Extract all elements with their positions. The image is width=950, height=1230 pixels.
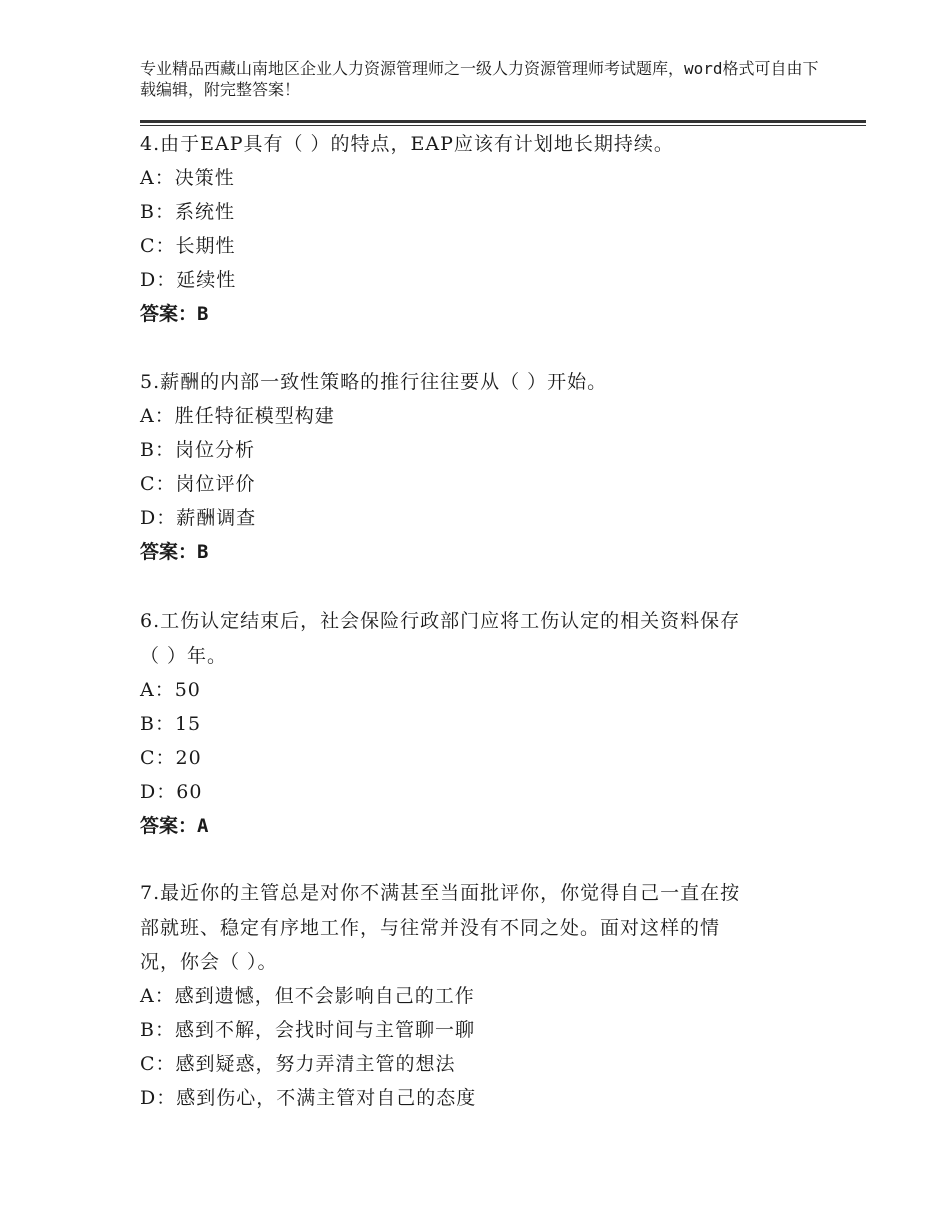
question-7-stem-line-1: 7.最近你的主管总是对你不满甚至当面批评你，你觉得自己一直在按: [140, 882, 741, 904]
question-6-option-a: A：50: [140, 679, 201, 701]
answer-label: 答案：: [140, 541, 198, 563]
question-7-option-c: C：感到疑惑，努力弄清主管的想法: [140, 1053, 456, 1075]
question-4-answer: [140, 302, 208, 326]
question-7-stem-line-3: 况，你会（ ）。: [140, 951, 278, 973]
question-7-option-b: B：感到不解，会找时间与主管聊一聊: [140, 1019, 475, 1041]
question-6-answer: [140, 814, 208, 838]
answer-label: 答案：: [140, 815, 198, 837]
question-4-option-c: C：长期性: [140, 235, 236, 257]
question-6-stem-line-1: 6.工伤认定结束后，社会保险行政部门应将工伤认定的相关资料保存: [140, 610, 741, 632]
header-divider-thin: [140, 125, 866, 126]
question-5-option-c: C：岗位评价: [140, 473, 256, 495]
question-5-stem: 5.薪酬的内部一致性策略的推行往往要从（ ）开始。: [140, 371, 608, 393]
question-6-option-b: B：15: [140, 713, 202, 735]
header-divider-thick: [140, 120, 866, 123]
answer-value: B: [197, 303, 209, 325]
answer-value: B: [197, 541, 209, 563]
question-6-stem-line-2: （ ）年。: [140, 645, 228, 667]
question-7-option-a: A：感到遗憾，但不会影响自己的工作: [140, 985, 475, 1007]
document-header: 专业精品西藏山南地区企业人力资源管理师之一级人力资源管理师考试题库，word格式可自由下载编辑，附完整答案！: [140, 59, 819, 99]
question-4-option-d: D：延续性: [140, 269, 237, 291]
question-5-answer: [140, 540, 208, 564]
question-4-stem: 4.由于EAP具有（ ）的特点，EAP应该有计划地长期持续。: [140, 133, 674, 155]
question-4-option-a: A：决策性: [140, 167, 235, 189]
question-7-option-d: D：感到伤心，不满主管对自己的态度: [140, 1087, 477, 1109]
question-6-option-d: D：60: [140, 781, 203, 803]
answer-value: A: [197, 815, 209, 837]
question-5-option-b: B：岗位分析: [140, 439, 255, 461]
question-5-option-a: A：胜任特征模型构建: [140, 405, 335, 427]
question-7-stem-line-2: 部就班、稳定有序地工作，与往常并没有不同之处。面对这样的情: [140, 917, 721, 939]
answer-label: 答案：: [140, 303, 198, 325]
question-4-option-b: B：系统性: [140, 201, 235, 223]
question-6-option-c: C：20: [140, 747, 202, 769]
question-5-option-d: D：薪酬调查: [140, 507, 257, 529]
